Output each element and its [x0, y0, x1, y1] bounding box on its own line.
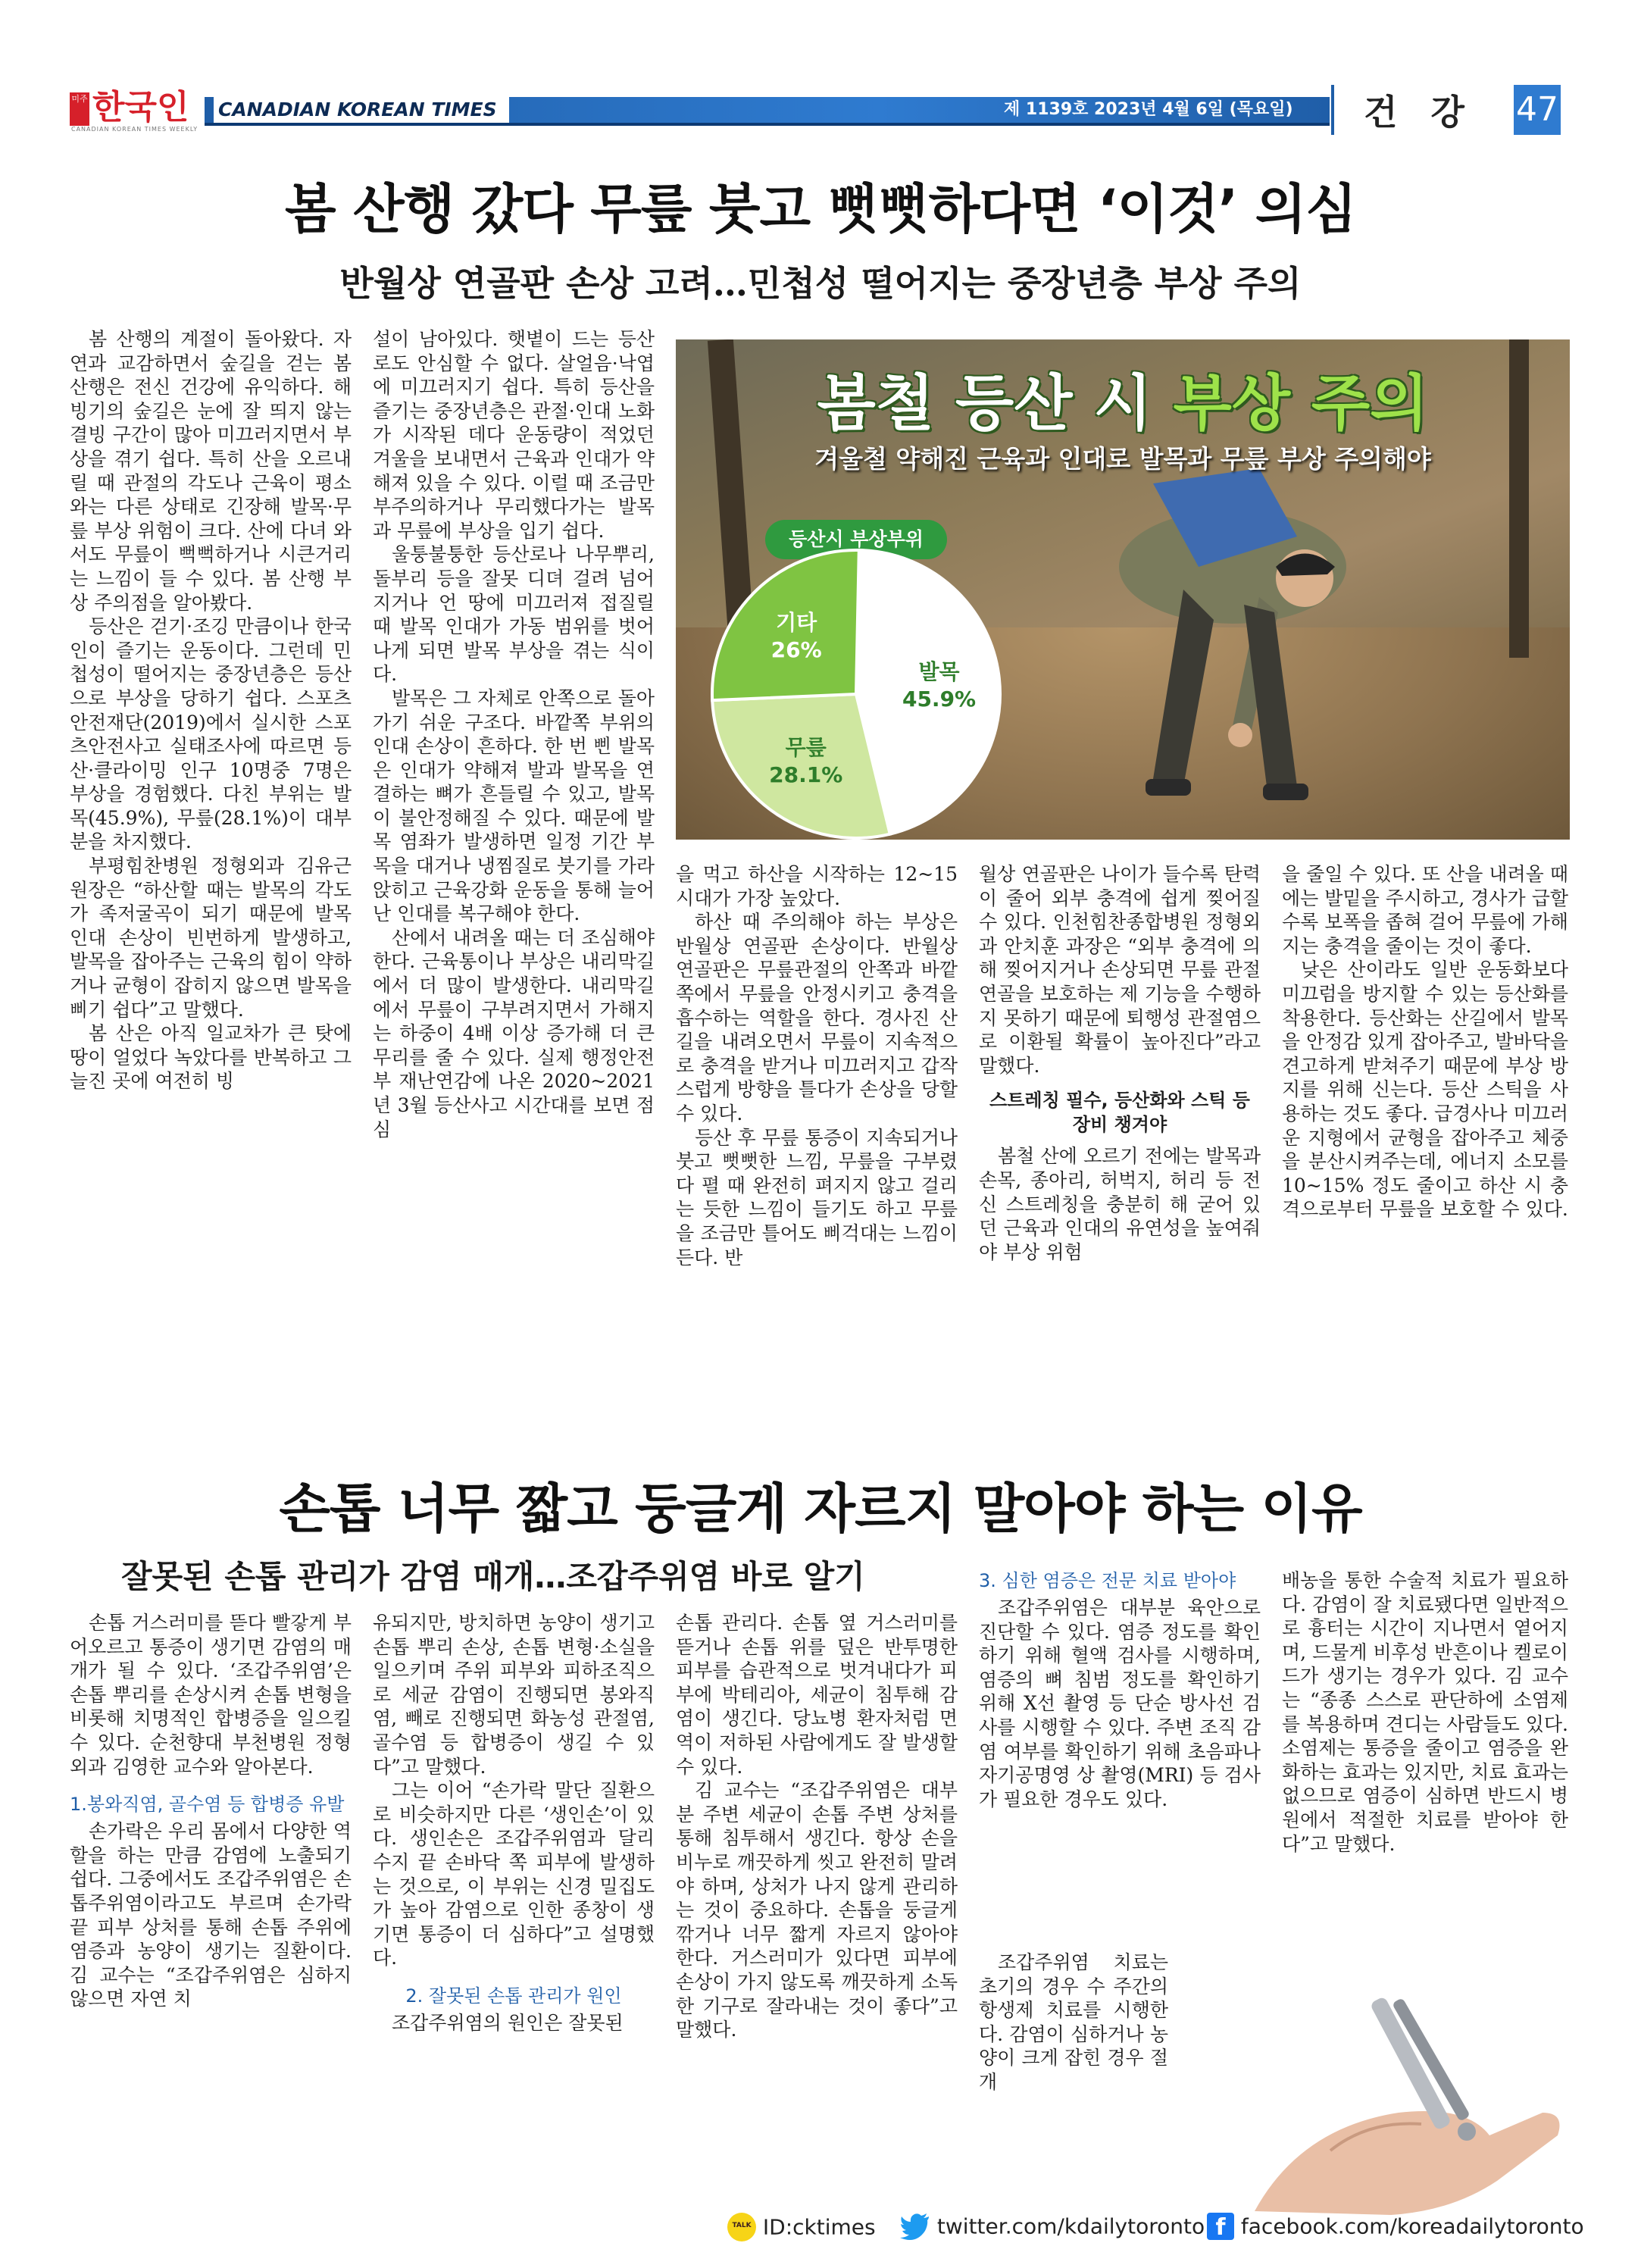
logo-subtitle: CANADIAN KOREAN TIMES WEEKLY: [71, 126, 198, 133]
pie-value-label-2: 26%: [770, 637, 822, 662]
footer-kakao[interactable]: [727, 2213, 876, 2241]
section-name: 건 강: [1364, 92, 1475, 133]
logo-name: 한국인: [92, 88, 189, 127]
twitter-icon: [900, 2213, 930, 2240]
subheading: 1.봉와직염, 골수염 등 합병증 유발: [70, 1794, 345, 1816]
paragraph: 등산은 걷기·조깅 만큼이나 한국인이 즐기는 운동이다. 그런데 민첩성이 떨어지는 중장년층은 등산으로 부상을 당하기 쉽다. 스포츠안전재단(2019)에서 실시한 스포츠안전사고 실태조사에 따르면 등산·클라이밍 인구 10명중 7명은 부상을 경험했다. 다친 부위는 발목(45.9%), 무릎(28.1%)이 대부분을 차지했다.: [70, 615, 352, 853]
paragraph: 그는 이어 “손가락 말단 질환으로 비슷하지만 다른 ‘생인손’이 있다. 생인손은 조갑주위염과 달리 수지 끝 손바닥 쪽 피부에 발생하는 것으로, 이 부위는 신경 밀집도가 높아 감염으로 인한 종창이 생기면 통증이 더 심하다”고 설명했다.: [373, 1779, 655, 1969]
logo-badge: 미주: [70, 92, 89, 126]
title-highlight: 부상 주의: [1173, 368, 1429, 439]
article2-column-1: [70, 1611, 352, 2202]
kakao-id: ID:cktimes: [762, 2214, 876, 2240]
twitter-handle: twitter.com/kdailytoronto: [936, 2213, 1205, 2239]
paragraph: 등산 후 무릎 통증이 지속되거나 붓고 뻣뻣한 느낌, 무릎을 구부렸다 펼 때 완전히 펴지지 않고 걸리는 듯한 느낌이 들기도 하고 무릎을 조금만 틀어도 삐걱대는 느낌이 든다. 반: [676, 1126, 958, 1269]
subheading: 2. 잘못된 손톱 관리가 원인: [405, 1985, 622, 2007]
facebook-page: facebook.com/koreadailytoronto: [1240, 2213, 1584, 2239]
kakao-icon-label: TALK: [732, 2222, 752, 2229]
article2-column-4: [979, 1569, 1261, 1947]
nail-clipper-photo: [1239, 1961, 1571, 2219]
paragraph: 손톱 거스러미를 뜯다 빨갛게 부어오르고 통증이 생기면 감염의 매개가 될 수 있다. ‘조갑주위염’은 손톱 뿌리를 손상시켜 손톱 변형을 비롯해 치명적인 합병증을 일으킬 수 있다. 순천향대 부천병원 정형외과 김영한 교수와 알아본다.: [70, 1612, 352, 1778]
paragraph: 발목은 그 자체로 안쪽으로 돌아가기 쉬운 구조다. 바깥쪽 부위의 인대 손상이 흔하다. 한 번 삔 발목은 인대가 약해져 발과 발목을 연결하는 뼈가 흔들릴 수 있고, 발목이 불안정해질 수 있다. 때문에 발목 염좌가 발생하면 일정 기간 부목을 대거나 냉찜질로 붓기를 가라앉히고 근육강화 운동을 통해 늘어난 인대를 복구해야 한다.: [373, 687, 655, 925]
article1-column-2: [373, 327, 655, 1400]
article1-column-1: [70, 327, 352, 1400]
header-divider: [1331, 85, 1334, 135]
article1-headline: 봄 산행 갔다 무릎 붓고 뻣뻣하다면 ‘이것’ 의심: [285, 178, 1356, 240]
article1-column-5: [1282, 862, 1568, 1399]
hiking-infographic: [676, 339, 1570, 840]
chart-title-pill: 등산시 부상부위: [765, 520, 947, 559]
injury-pie-chart: [676, 339, 1570, 840]
article2-column-3: [676, 1611, 958, 2202]
footer-twitter[interactable]: [900, 2213, 1205, 2240]
paragraph: 봄철 산에 오르기 전에는 발목과 손목, 종아리, 허벅지, 허리 등 전신 스트레칭을 충분히 해 굳어 있던 근육과 인대의 유연성을 높여줘야 부상 위험: [979, 1145, 1261, 1263]
article1-subhead: 반월상 연골판 손상 고려…민첩성 떨어지는 중장년층 부상 주의: [339, 263, 1302, 304]
article2-column-2: [373, 1611, 655, 2202]
pie-value-label-0: 45.9%: [902, 687, 977, 712]
title-text: 봄철 등산 시: [817, 368, 1174, 439]
paragraph: 조갑주위염의 원인은 잘못된: [392, 2011, 624, 2034]
issue-date: 제 1139호 2023년 4월 6일 (목요일): [1004, 100, 1293, 119]
article1-column-3: [676, 862, 958, 1399]
article2-headline: 손톱 너무 짧고 둥글게 자르지 말아야 하는 이유: [279, 1477, 1362, 1540]
masthead-logo: [70, 89, 198, 133]
paragraph: 을 줄일 수 있다. 또 산을 내려올 때에는 발밑을 주시하고, 경사가 급할수록 보폭을 좁혀 걸어 무릎에 가해지는 충격을 줄이는 것이 좋다.: [1282, 863, 1568, 957]
footer-facebook[interactable]: [1207, 2213, 1584, 2240]
infographic-subtitle: 겨울철 약해진 근육과 인대로 발목과 무릎 부상 주의해야: [814, 444, 1431, 474]
paragraph: 하산 때 주의해야 하는 부상은 반월상 연골판 손상이다. 반월상 연골판은 무릎관절의 안쪽과 바깥쪽에서 무릎을 안정시키고 충격을 흡수하는 역할을 한다. 경사진 산길을 내려오면서 무릎이 지속적으로 충격을 받거나 미끄러지고 갑작스럽게 방향을 틀다가 손상을 당할 수 있다.: [676, 911, 958, 1125]
pie-value-label-1: 28.1%: [769, 762, 843, 788]
article1-column-4: [979, 862, 1261, 1399]
brand-title: CANADIAN KOREAN TIMES: [214, 97, 509, 123]
paragraph: 조갑주위염은 대부분 육안으로 진단할 수 있다. 염증 정도를 확인하기 위해 혈액 검사를 시행하며, 염증의 뼈 침범 정도를 확인하기 위해 X선 촬영 등 단순 방사선 검사를 시행할 수 있다. 주변 조직 감염 여부를 확인하기 위해 초음파나 자기공명영 상 촬영(MRI) 등 검사가 필요한 경우도 있다.: [979, 1597, 1261, 1810]
paragraph: 을 먹고 하산을 시작하는 12~15시대가 가장 높았다.: [676, 863, 958, 909]
paragraph: 봄 산은 아직 일교차가 큰 탓에 땅이 얼었다 녹았다를 반복하고 그늘진 곳에 여전히 빙: [70, 1022, 352, 1093]
pie-category-label-2: 기타: [776, 609, 817, 635]
paragraph: 배농을 통한 수술적 치료가 필요하다. 감염이 잘 치료됐다면 일반적으로 흉터는 시간이 지나면서 옅어지며, 드물게 비후성 반흔이나 켈로이드가 생기는 경우가 있다. 김 교수는 “종종 스스로 판단하에 소염제를 복용하며 견디는 사람들도 있다. 소염제는 통증을 줄이고 염증을 완화하는 효과는 있지만, 치료 효과는 없으므로 염증이 심하면 반드시 병원에서 적절한 치료를 받아야 한다”고 말했다.: [1282, 1569, 1568, 1855]
article2-column-5: [1282, 1569, 1568, 1963]
article2-subhead: 잘못된 손톱 관리가 감염 매개…조갑주위염 바로 알기: [121, 1558, 865, 1595]
paragraph: 산에서 내려올 때는 더 조심해야 한다. 근육통이나 부상은 내리막길에서 더 많이 발생한다. 내리막길에서 무릎이 구부려지면서 가해지는 하중이 4배 이상 증가해 더 큰 무리를 줄 수 있다. 실제 행정안전부 재난연감에 나온 2020~2021년 3월 등산사고 시간대를 보면 점심: [373, 926, 655, 1140]
kakao-talk-icon: [727, 2213, 756, 2241]
paragraph: 낮은 산이라도 일반 운동화보다 미끄럼을 방지할 수 있는 등산화를 착용한다. 등산화는 산길에서 발목을 안정감 있게 잡아주고, 발바닥을 견고하게 받쳐주기 때문에 부상 방지를 위해 신는다. 등산 스틱을 사용하는 것도 좋다. 급경사나 미끄러운 지형에서 균형을 잡아주고 체중을 분산시켜주는데, 에너지 소모를 10~15% 정도 줄이고 하산 시 충격으로부터 무릎을 보호할 수 있다.: [1282, 959, 1568, 1221]
subheading: 3. 심한 염증은 전문 치료 받아야: [979, 1570, 1236, 1591]
paragraph: 김 교수는 “조갑주위염은 대부분 주변 세균이 손톱 주변 상처를 통해 침투해서 생긴다. 항상 손을 비누로 깨끗하게 씻고 완전히 말려야 하며, 상처가 나지 않게 관리하는 것이 중요하다. 손톱을 둥글게 깎거나 너무 짧게 자르지 않아야 한다. 거스러미가 있다면 피부에 손상이 가지 않도록 깨끗하게 소독한 기구로 잘라내는 것이 좋다”고 말했다.: [676, 1779, 958, 2041]
facebook-icon: f: [1207, 2213, 1234, 2240]
paragraph: 울퉁불퉁한 등산로나 나무뿌리, 돌부리 등을 잘못 디뎌 걸려 넘어지거나 언 땅에 미끄러져 접질릴 때 발목 인대가 가동 범위를 벗어나게 되면 발목 부상을 겪는 식이다.: [373, 543, 655, 686]
paragraph: 손가락은 우리 몸에서 다양한 역할을 하는 만큼 감염에 노출되기 쉽다. 그중에서도 조갑주위염은 손톱주위염이라고도 부르며 손가락 끝 피부 상처를 통해 손톱 주위에 염증과 농양이 생기는 질환이다. 김 교수는 “조갑주위염은 심하지 않으면 자연 치: [70, 1820, 352, 2010]
page-number: 47: [1514, 85, 1561, 135]
paragraph: 부평힘찬병원 정형외과 김유근 원장은 “하산할 때는 발목의 각도가 족저굴곡이 되기 때문에 발목 인대 손상이 빈번하게 발생하고, 발목을 잡아주는 근육의 힘이 약하거나 균형이 잡히지 않으면 발목을 삐기 쉽다”고 말했다.: [70, 855, 352, 1021]
pie-category-label-1: 무릎: [785, 735, 827, 761]
paragraph: 설이 남아있다. 햇볕이 드는 등산로도 안심할 수 없다. 살얼음·낙엽에 미끄러지기 쉽다. 특히 등산을 즐기는 중장년층은 관절·인대 노화가 시작된 데다 운동량이 적었던 겨울을 보내면서 근육과 인대가 약해져 있을 수 있다. 이럴 때 조금만 부주의하거나 무리했다가는 발목과 무릎에 부상을 입기 쉽다.: [373, 328, 655, 542]
paragraph: 조갑주위염 치료는 초기의 경우 수 주간의 항생제 치료를 시행한다. 감염이 심하거나 농양이 크게 잡힌 경우 절개: [979, 1951, 1168, 2093]
paragraph: 월상 연골판은 나이가 들수록 탄력이 줄어 외부 충격에 쉽게 찢어질 수 있다. 인천힘찬종합병원 정형외과 안치훈 과장은 “외부 충격에 의해 찢어지거나 손상되면 무릎 관절 연골을 보호하는 제 기능을 수행하지 못하기 때문에 퇴행성 관절염으로 이환될 확률이 높아진다”라고 말했다.: [979, 863, 1261, 1077]
paragraph: 손톱 관리다. 손톱 옆 거스러미를 뜯거나 손톱 위를 덮은 반투명한 피부를 습관적으로 벗겨내다가 피부에 박테리아, 세균이 침투해 감염이 생긴다. 당뇨병 환자처럼 면역이 저하된 사람에게도 잘 발생할 수 있다.: [676, 1612, 958, 1778]
paragraph: 유되지만, 방치하면 농양이 생기고 손톱 뿌리 손상, 손톱 변형·소실을 일으키며 주위 피부와 피하조직으로 세균 감염이 진행되면 봉와직염, 빼로 진행되면 화농성 관절염, 골수염 등 합병증이 생길 수 있다”고 말했다.: [373, 1612, 655, 1778]
paragraph: 봄 산행의 계절이 돌아왔다. 자연과 교감하면서 숲길을 걷는 봄 산행은 전신 건강에 유익하다. 해빙기의 숲길은 눈에 잘 띄지 않는 결빙 구간이 많아 미끄러지면서 부상을 겪기 쉽다. 특히 산을 오르내릴 때 관절의 각도나 근육이 평소와는 다른 상태로 긴장해 발목·무릎 부상 위험이 크다. 산에 다녀 와서도 무릎이 뻑뻑하거나 시큰거리는 느낌이 들 수 있다. 봄 산행 부상 주의점을 알아봤다.: [70, 328, 352, 614]
pie-category-label-0: 발목: [918, 659, 960, 685]
subheading: 스트레칭 필수, 등산화와 스틱 등 장비 챙겨야: [989, 1090, 1250, 1136]
article2-column-4-lower: [979, 1950, 1168, 2202]
